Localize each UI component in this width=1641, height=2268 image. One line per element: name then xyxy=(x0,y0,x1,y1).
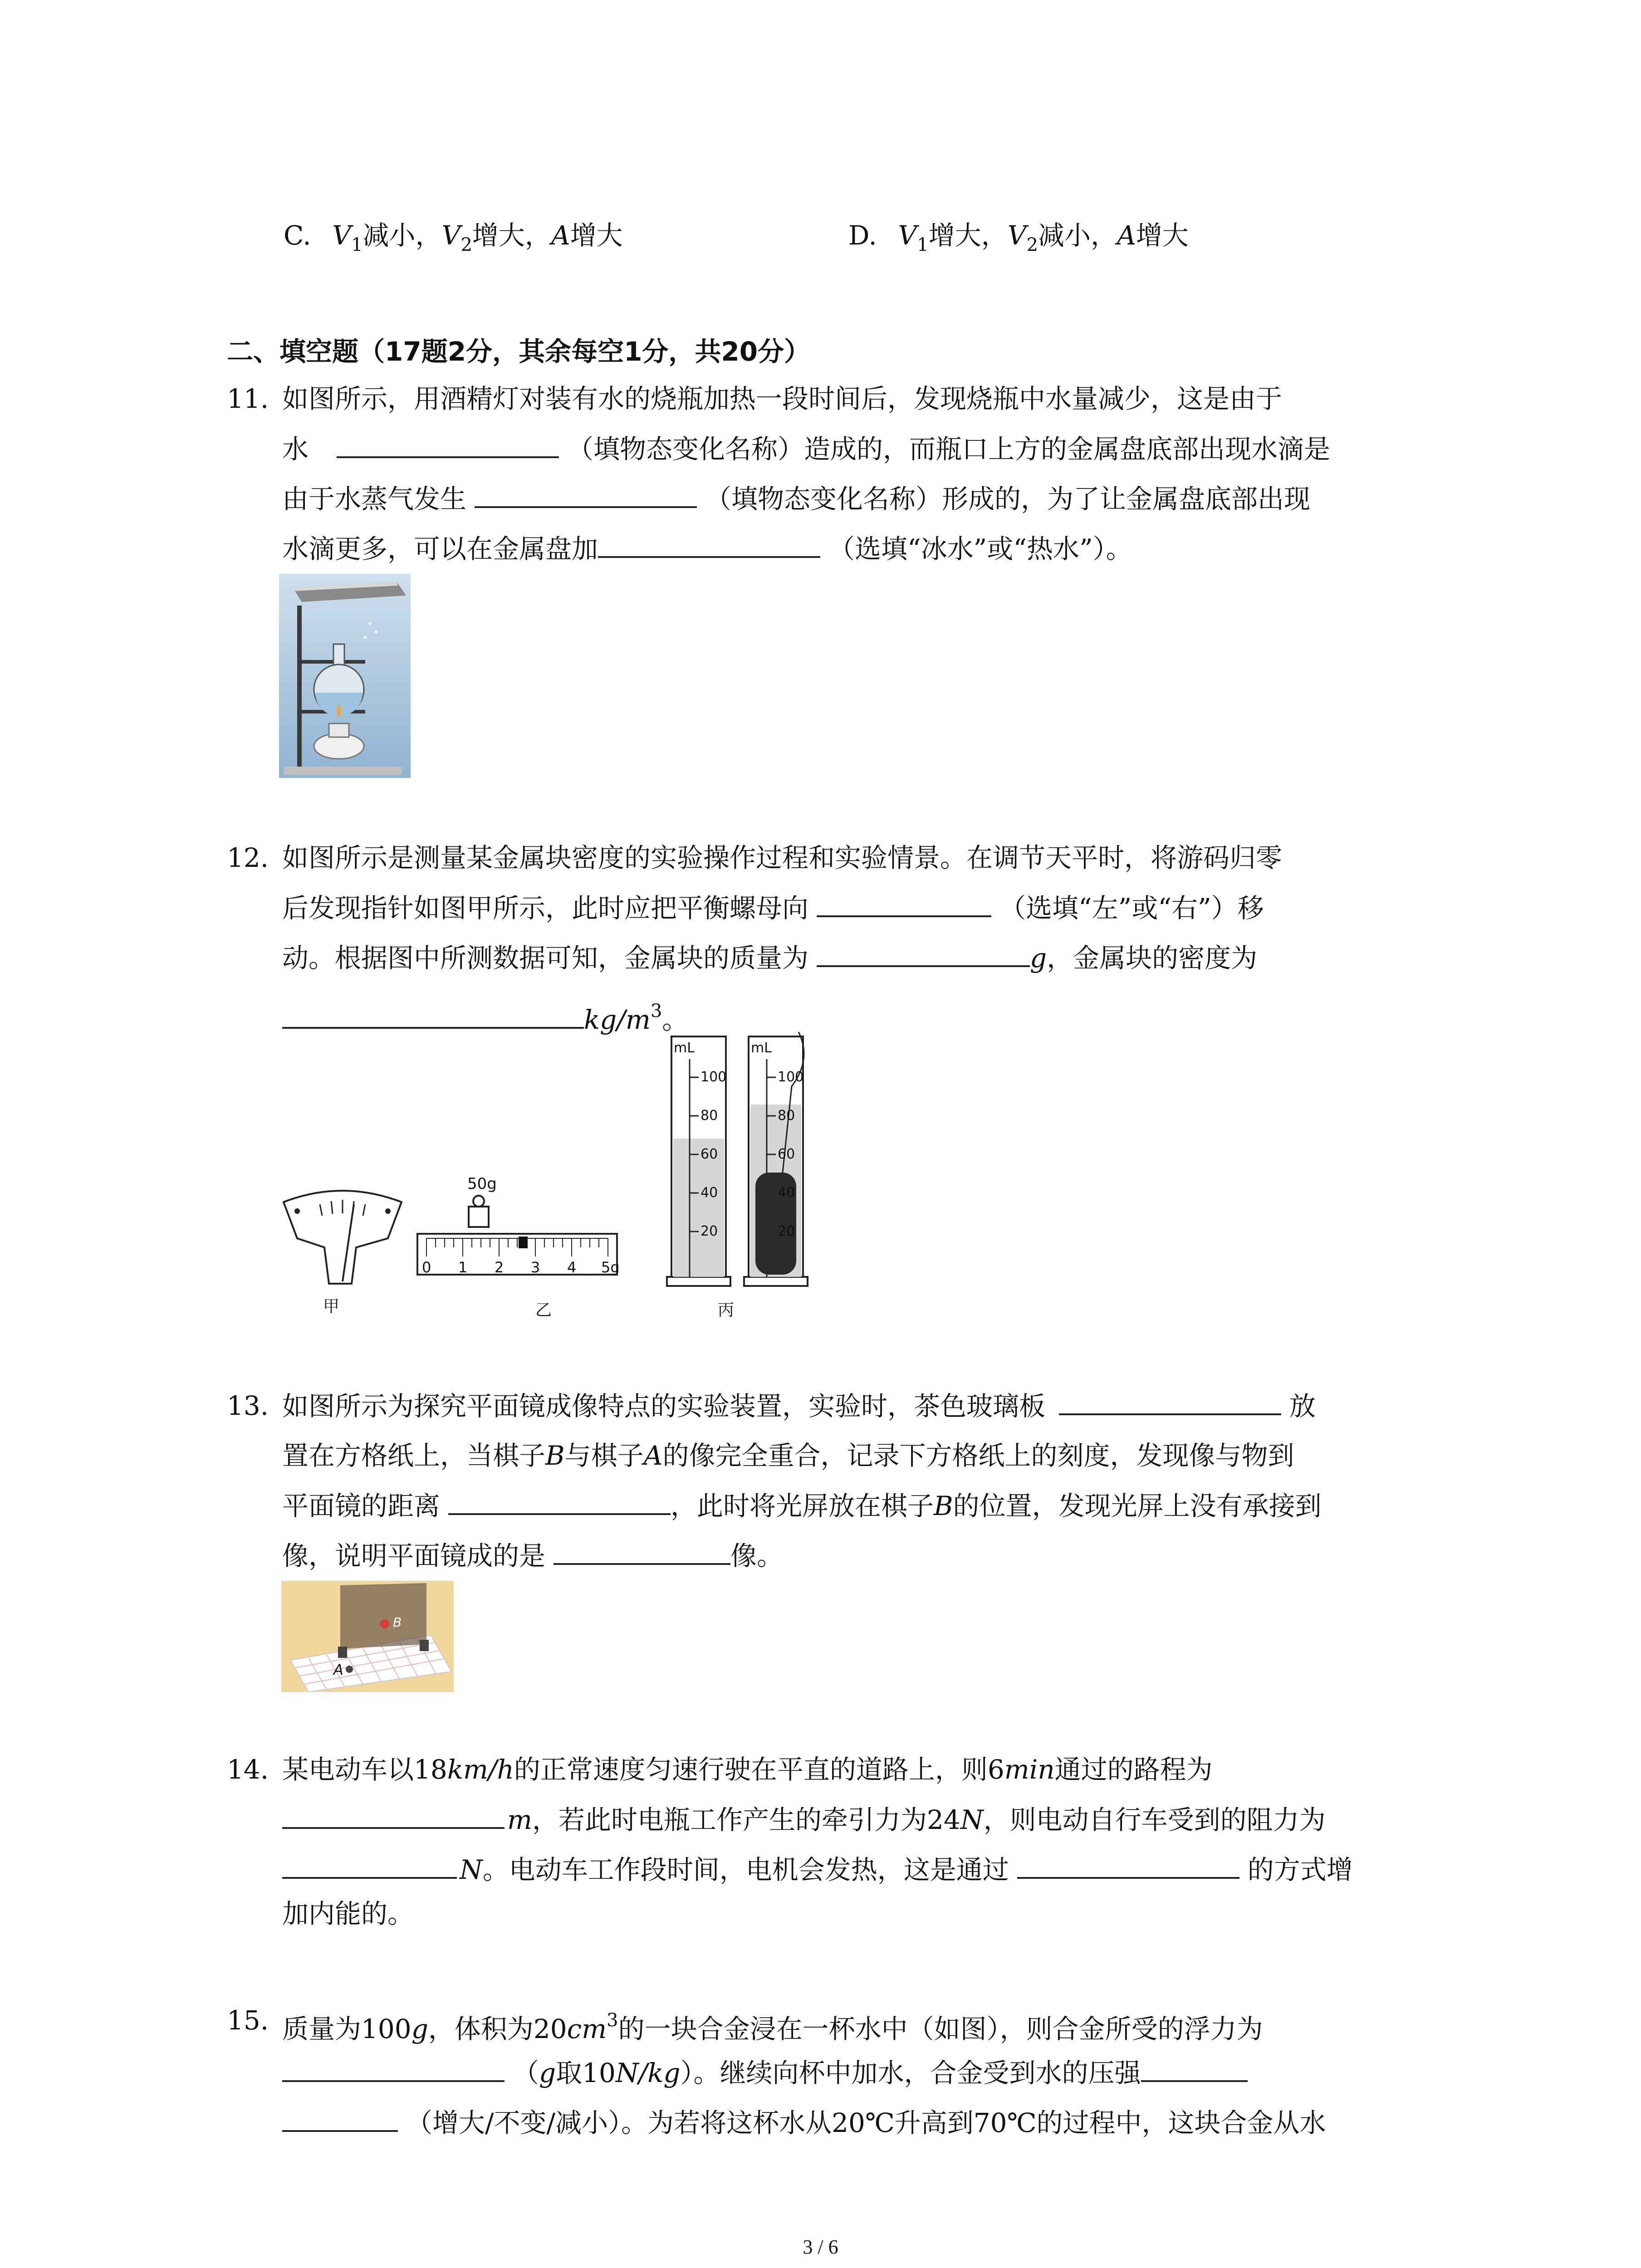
text: 的像完全重合，记录下方格纸上的刻度，发现像与物到 xyxy=(662,1440,1294,1471)
superscript: 3 xyxy=(607,2010,618,2031)
text: 水滴更多，可以在金属盘加 xyxy=(282,533,598,564)
figure-label-yi: 乙 xyxy=(535,1301,552,1320)
unit: N xyxy=(460,1854,483,1885)
tick-label: 4 xyxy=(567,1259,577,1276)
var-a: A xyxy=(643,1440,663,1471)
text: 质量为100 xyxy=(282,2014,411,2044)
unit: km/h xyxy=(447,1754,514,1785)
option-c xyxy=(284,222,623,258)
text: 取10 xyxy=(556,2058,616,2088)
superscript: 3 xyxy=(650,1001,662,1022)
text: 通过的路程为 xyxy=(1054,1754,1213,1785)
option-letter: D. xyxy=(848,220,877,251)
tick-label: 60 xyxy=(778,1146,795,1162)
text: 如图所示为探究平面镜成像特点的实验装置，实验时，茶色玻璃板 xyxy=(282,1391,1046,1422)
weight-label: 50g xyxy=(467,1175,497,1193)
unit: kg/m xyxy=(584,1004,651,1035)
tick-label: 3 xyxy=(531,1259,540,1276)
q11-line4 xyxy=(282,535,1132,562)
option-text: 增大 xyxy=(1136,220,1189,251)
option-text: 增大， xyxy=(928,220,1008,251)
text: ，金属块的密度为 xyxy=(1047,943,1258,973)
q14-line2 xyxy=(282,1806,1326,1833)
text: 像。 xyxy=(730,1540,784,1571)
var-g: g xyxy=(539,2058,556,2088)
answer-blank[interactable] xyxy=(475,485,697,508)
answer-blank[interactable] xyxy=(448,1492,671,1515)
text: （填物态变化名称）形成的，为了让金属盘底部出现 xyxy=(705,484,1311,514)
unit: m xyxy=(507,1804,532,1835)
text: 后发现指针如图甲所示，此时应把平衡螺母向 xyxy=(282,893,809,924)
option-letter: C. xyxy=(284,220,311,251)
text: ，若此时电瓶工作产生的牵引力为24 xyxy=(532,1804,960,1835)
text: 某电动车以18 xyxy=(282,1754,447,1785)
answer-blank[interactable] xyxy=(282,1856,457,1879)
q11-line1: 如图所示，用酒精灯对装有水的烧瓶加热一段时间后，发现烧瓶中水量减少，这是由于 xyxy=(282,383,1283,414)
q12-line3 xyxy=(282,944,1257,971)
answer-blank[interactable] xyxy=(817,894,991,917)
answer-blank[interactable] xyxy=(282,2109,398,2132)
tick-label: 40 xyxy=(778,1185,795,1201)
tick-label: 100 xyxy=(700,1069,727,1085)
piece-a-label: A xyxy=(333,1661,343,1678)
q13-line1 xyxy=(282,1391,1316,1422)
answer-blank[interactable] xyxy=(1059,1393,1281,1415)
option-d xyxy=(848,222,1189,258)
figure-label-jia: 甲 xyxy=(323,1297,340,1316)
figure-label-bing: 丙 xyxy=(718,1301,735,1320)
option-text: 增大 xyxy=(570,220,623,251)
tick-label: 20 xyxy=(778,1223,795,1239)
question-number: 15. xyxy=(227,2005,269,2036)
text: （ xyxy=(513,2058,539,2088)
text: 放 xyxy=(1289,1391,1316,1422)
q11-line2 xyxy=(282,435,1330,462)
unit: cm xyxy=(567,2014,607,2044)
balance-pointer-figure xyxy=(279,1184,406,1288)
q12-line1: 如图所示是测量某金属块密度的实验操作过程和实验情景。在调节天平时，将游码归零 xyxy=(282,842,1283,873)
text: 。 xyxy=(662,1004,689,1035)
option-text: 减小， xyxy=(1038,220,1117,251)
tick-label: 20 xyxy=(700,1223,718,1239)
text: 与棋子 xyxy=(564,1440,644,1471)
subscript: 1 xyxy=(351,235,363,255)
answer-blank[interactable] xyxy=(337,435,559,458)
tick-label: 80 xyxy=(700,1108,718,1124)
tick-label: 80 xyxy=(778,1108,795,1124)
var-b: B xyxy=(545,1440,565,1471)
q14-line3 xyxy=(282,1856,1353,1883)
text: 由于水蒸气发生 xyxy=(282,484,467,514)
answer-blank[interactable] xyxy=(1017,1856,1239,1879)
var-a: A xyxy=(551,220,570,251)
q13-line2 xyxy=(282,1442,1294,1469)
unit-label: mL xyxy=(674,1040,695,1056)
unit-label: mL xyxy=(751,1040,772,1056)
text: （增大/不变/减小）。为若将这杯水从20℃升高到70℃的过程中，这块合金从水 xyxy=(406,2107,1326,2138)
var-b: B xyxy=(934,1491,953,1521)
text: ）。继续向杯中加水，合金受到水的压强 xyxy=(680,2058,1141,2088)
text: 。电动车工作段时间，电机会发热，这是通过 xyxy=(482,1854,1009,1885)
unit: g xyxy=(1030,943,1047,973)
option-text: 增大， xyxy=(472,220,551,251)
q14-line1 xyxy=(282,1756,1213,1783)
answer-blank[interactable] xyxy=(282,1006,584,1029)
question-number: 13. xyxy=(227,1390,269,1421)
question-number: 12. xyxy=(227,842,269,873)
tick-label: 5g xyxy=(601,1259,620,1276)
subscript: 2 xyxy=(1026,235,1038,255)
text: 的方式增 xyxy=(1247,1854,1353,1885)
text: （选填“冰水”或“热水”）。 xyxy=(828,533,1132,564)
q15-line3 xyxy=(282,2109,1326,2136)
text: （选填“左”或“右”）移 xyxy=(999,893,1264,924)
text: ，体积为20 xyxy=(428,2014,567,2044)
text: 平面镜的距离 xyxy=(282,1491,441,1521)
ruler-weight-figure xyxy=(415,1193,624,1279)
q11-line3 xyxy=(282,485,1310,512)
plane-mirror-figure xyxy=(281,1581,454,1692)
section-heading: 二、填空题（17题2分，其余每空1分，共20分） xyxy=(227,336,811,367)
tick-label: 60 xyxy=(700,1146,718,1162)
text: ，此时将光屏放在棋子 xyxy=(671,1491,934,1521)
text: 水 xyxy=(282,434,309,464)
answer-blank[interactable] xyxy=(282,1806,505,1829)
boiling-flask-figure xyxy=(279,574,411,778)
text: 置在方格纸上，当棋子 xyxy=(282,1440,546,1471)
piece-b-label: B xyxy=(393,1615,402,1630)
tick-label: 0 xyxy=(422,1259,431,1276)
text: 的正常速度匀速行驶在平直的道路上，则6 xyxy=(514,1754,1004,1785)
tick-label: 1 xyxy=(458,1259,468,1276)
answer-blank[interactable] xyxy=(1141,2059,1248,2082)
page-number: 3 / 6 xyxy=(803,2236,838,2258)
question-number: 11. xyxy=(227,383,269,414)
q14-line4: 加内能的。 xyxy=(282,1898,414,1929)
unit: g xyxy=(411,2014,428,2044)
var-v1: V xyxy=(898,220,917,251)
var-v2: V xyxy=(1007,220,1027,251)
answer-blank[interactable] xyxy=(282,2059,505,2082)
subscript: 1 xyxy=(917,235,929,255)
text: （填物态变化名称）造成的，而瓶口上方的金属盘底部出现水滴是 xyxy=(567,434,1331,464)
q15-line1 xyxy=(282,2007,1263,2042)
q13-line4 xyxy=(282,1542,783,1569)
answer-blank[interactable] xyxy=(817,944,1030,967)
text: 的位置，发现光屏上没有承接到 xyxy=(953,1491,1322,1521)
var-a: A xyxy=(1117,220,1136,251)
tick-label: 40 xyxy=(700,1185,718,1201)
text: ，则电动自行车受到的阻力为 xyxy=(983,1804,1326,1835)
subscript: 2 xyxy=(460,235,472,255)
var-v2: V xyxy=(441,220,461,251)
var-v1: V xyxy=(332,220,352,251)
tick-label: 100 xyxy=(778,1069,804,1085)
option-text: 减小， xyxy=(362,220,442,251)
unit: min xyxy=(1004,1754,1055,1785)
q13-line3 xyxy=(282,1492,1322,1519)
text: 动。根据图中所测数据可知，金属块的质量为 xyxy=(282,943,809,973)
q12-line4 xyxy=(282,998,688,1033)
text: 像，说明平面镜成的是 xyxy=(282,1540,546,1571)
answer-blank[interactable] xyxy=(554,1542,730,1565)
question-number: 14. xyxy=(227,1754,269,1785)
tick-label: 2 xyxy=(495,1259,504,1276)
cylinder-labels xyxy=(662,1032,826,1290)
answer-blank[interactable] xyxy=(598,535,820,558)
unit: N xyxy=(960,1804,984,1835)
q12-line2 xyxy=(282,893,1264,924)
q15-line2 xyxy=(282,2059,1248,2086)
unit: N/kg xyxy=(615,2058,681,2088)
text: 的一块合金浸在一杯水中（如图），则合金所受的浮力为 xyxy=(618,2014,1263,2044)
